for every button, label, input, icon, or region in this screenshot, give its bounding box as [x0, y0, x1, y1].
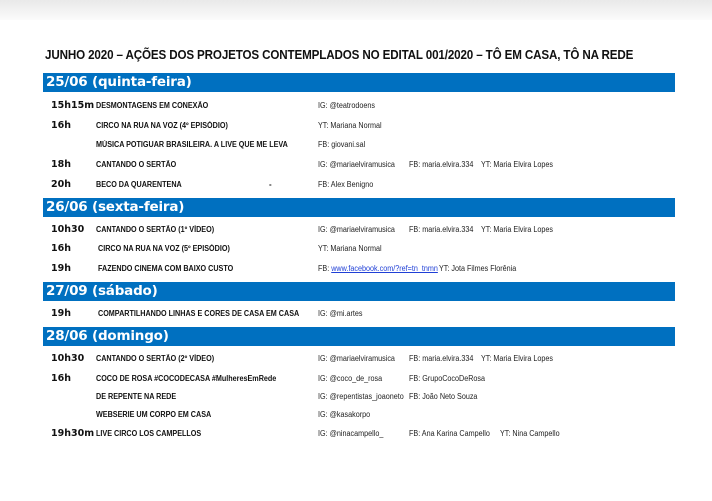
event-title: CANTANDO O SERTÃO: [96, 160, 177, 169]
event-time: 16h: [51, 120, 71, 131]
day-header-26-06: 26/06 (sexta-feira): [43, 198, 675, 217]
social-handle: YT: Mariana Normal: [318, 121, 382, 130]
table-row: [43, 158, 675, 176]
day-header-27-09: 27/09 (sábado): [43, 282, 675, 301]
event-title: DE REPENTE NA REDE: [96, 392, 177, 401]
event-title: BECO DA QUARENTENA: [96, 180, 182, 189]
social-handle: [318, 262, 438, 276]
table-row: [43, 408, 675, 426]
event-time: 19h30m: [51, 428, 95, 439]
social-handle: FB: giovani.sal: [318, 140, 366, 149]
social-handle: IG: @coco_de_rosa: [318, 374, 383, 383]
event-time: 20h: [51, 179, 71, 190]
social-handle: IG: @mariaelviramusica: [318, 160, 395, 169]
social-handle: YT: Maria Elvira Lopes: [481, 354, 554, 363]
event-time: 18h: [51, 159, 71, 170]
event-time: 16h: [51, 243, 71, 254]
social-handle: YT: Jota Filmes Florênia: [439, 264, 517, 273]
social-handle: IG: @teatrodoens: [318, 101, 375, 110]
day-header-25-06: 25/06 (quinta-feira): [43, 73, 675, 92]
social-handle: IG: @ninacampello_: [318, 429, 384, 438]
event-title: FAZENDO CINEMA COM BAIXO CUSTO: [98, 264, 234, 273]
event-title: COCO DE ROSA #COCODECASA #MulheresEmRede: [96, 374, 277, 383]
table-row: [43, 119, 675, 137]
top-bar: [0, 0, 712, 20]
event-title: CIRCO NA RUA NA VOZ (4º EPISÓDIO): [96, 121, 228, 130]
social-handle: YT: Maria Elvira Lopes: [481, 160, 554, 169]
event-title: CANTANDO O SERTÃO (1º VÍDEO): [96, 225, 215, 234]
table-row: [43, 427, 675, 445]
day-header-28-06: 28/06 (domingo): [43, 327, 675, 346]
event-time: 19h: [51, 263, 71, 274]
social-handle: YT: Mariana Normal: [318, 244, 382, 253]
social-handle: IG: @repentistas_joaoneto: [318, 392, 404, 401]
table-row: [43, 138, 675, 156]
event-title: CIRCO NA RUA NA VOZ (5º EPISÓDIO): [98, 244, 230, 253]
table-row: [43, 390, 675, 408]
social-handle: FB: GrupoCocoDeRosa: [409, 374, 486, 383]
social-handle: FB: maria.elvira.334: [409, 225, 474, 234]
event-time: 19h: [51, 308, 71, 319]
event-time: 10h30: [51, 353, 85, 364]
social-handle: YT: Nina Campello: [500, 429, 560, 438]
social-handle: YT: Maria Elvira Lopes: [481, 225, 554, 234]
table-row: [43, 372, 675, 390]
event-time: 15h15m: [51, 100, 95, 111]
event-title: COMPARTILHANDO LINHAS E CORES DE CASA EM CASA: [98, 309, 300, 318]
social-handle: IG: @mariaelviramusica: [318, 225, 395, 234]
event-title: DESMONTAGENS EM CONEXÃO: [96, 101, 209, 110]
social-prefix: FB:: [318, 264, 332, 273]
event-title: WEBSERIE UM CORPO EM CASA: [96, 410, 212, 419]
event-title: CANTANDO O SERTÃO (2º VÍDEO): [96, 354, 215, 363]
document-title: JUNHO 2020 – AÇÕES DOS PROJETOS CONTEMPLADOS NO EDITAL 001/2020 – TÔ EM CASA, TÔ NA REDE: [45, 48, 634, 62]
social-handle: FB: maria.elvira.334: [409, 354, 474, 363]
event-title: MÚSICA POTIGUAR BRASILEIRA. A LIVE QUE ME LEVA: [96, 140, 288, 149]
event-title: LIVE CIRCO LOS CAMPELLOS: [96, 429, 202, 438]
social-handle: IG: @mariaelviramusica: [318, 354, 395, 363]
event-time: 10h30: [51, 224, 85, 235]
event-time: 16h: [51, 373, 71, 384]
table-row: [43, 223, 675, 241]
social-handle: IG: @mi.artes: [318, 309, 363, 318]
table-row: [43, 242, 675, 260]
social-handle: FB: João Neto Souza: [409, 392, 478, 401]
separator-dash: -: [269, 180, 272, 189]
social-handle: IG: @kasakorpo: [318, 410, 371, 419]
table-row: [43, 307, 675, 325]
table-row: [43, 262, 675, 280]
table-row: [43, 178, 675, 196]
social-handle: FB: Alex Benigno: [318, 180, 374, 189]
facebook-link[interactable]: www.facebook.com/?ref=tn_tnmn: [331, 264, 438, 273]
table-row: [43, 352, 675, 370]
table-row: [43, 99, 675, 117]
social-handle: FB: maria.elvira.334: [409, 160, 474, 169]
social-handle: FB: Ana Karina Campello: [409, 429, 490, 438]
